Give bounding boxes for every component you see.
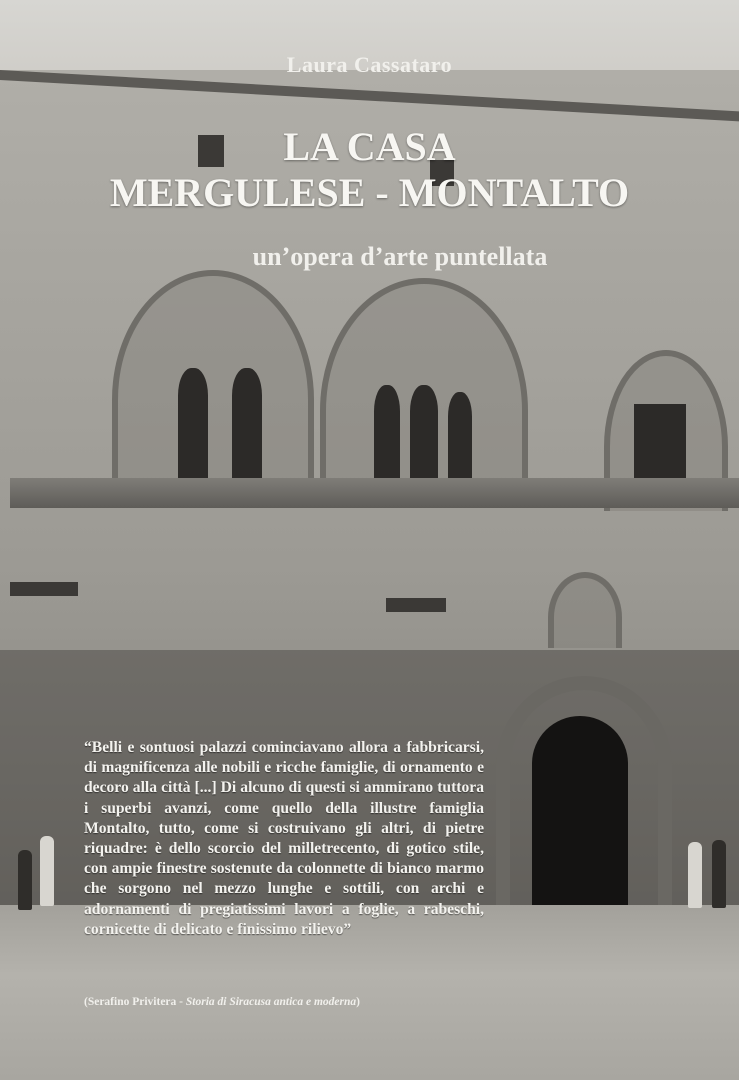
quote-source [84, 996, 504, 1008]
child-figure [18, 850, 32, 910]
book-subtitle: un’opera d’arte puntellata [252, 242, 548, 271]
slit-window [10, 582, 78, 596]
window-opening [448, 392, 472, 490]
entrance-doorway [532, 716, 628, 906]
child-figure [712, 840, 726, 908]
quote-text: “Belli e sontuosi palazzi cominciavano allora a fabbricarsi, di magnificenza alle nobili e ricche famiglie, di ornamento e decoro alla città [...] Di alcuno di questi si ammirano tuttora i superbi avanzi, come quello della illustre famiglia Montalto, tutto, come si costruivano gli altri, di pietre riquadre: è dello scorcio del milletrecento, di gotico stile, con ampie finestre sostenute da colonnette di bianco marmo che sorgono nel mezzo lunghe e sottili, con archi e adornamenti di pregiatissimi lavori a foglie, a rabeschi, cornicette di delicato e finissimo rilievo” [84, 739, 484, 938]
title-line-2: MERGULESE - MONTALTO [109, 170, 630, 215]
slit-window [386, 598, 446, 612]
cover-quote [84, 738, 484, 940]
balcony-ledge [10, 478, 739, 508]
title-line-1: LA CASA [283, 124, 456, 169]
source-author: (Serafino Privitera - [84, 996, 186, 1008]
window-opening [374, 385, 400, 490]
window-opening [178, 368, 208, 478]
author-name: Laura Cassataro [286, 52, 453, 77]
source-close: ) [356, 996, 361, 1008]
source-work: Storia di Siracusa antica e moderna [185, 996, 357, 1008]
child-figure [40, 836, 54, 906]
window-opening [232, 368, 262, 478]
book-title [0, 124, 739, 216]
child-figure [688, 842, 702, 908]
window-opening [410, 385, 438, 490]
